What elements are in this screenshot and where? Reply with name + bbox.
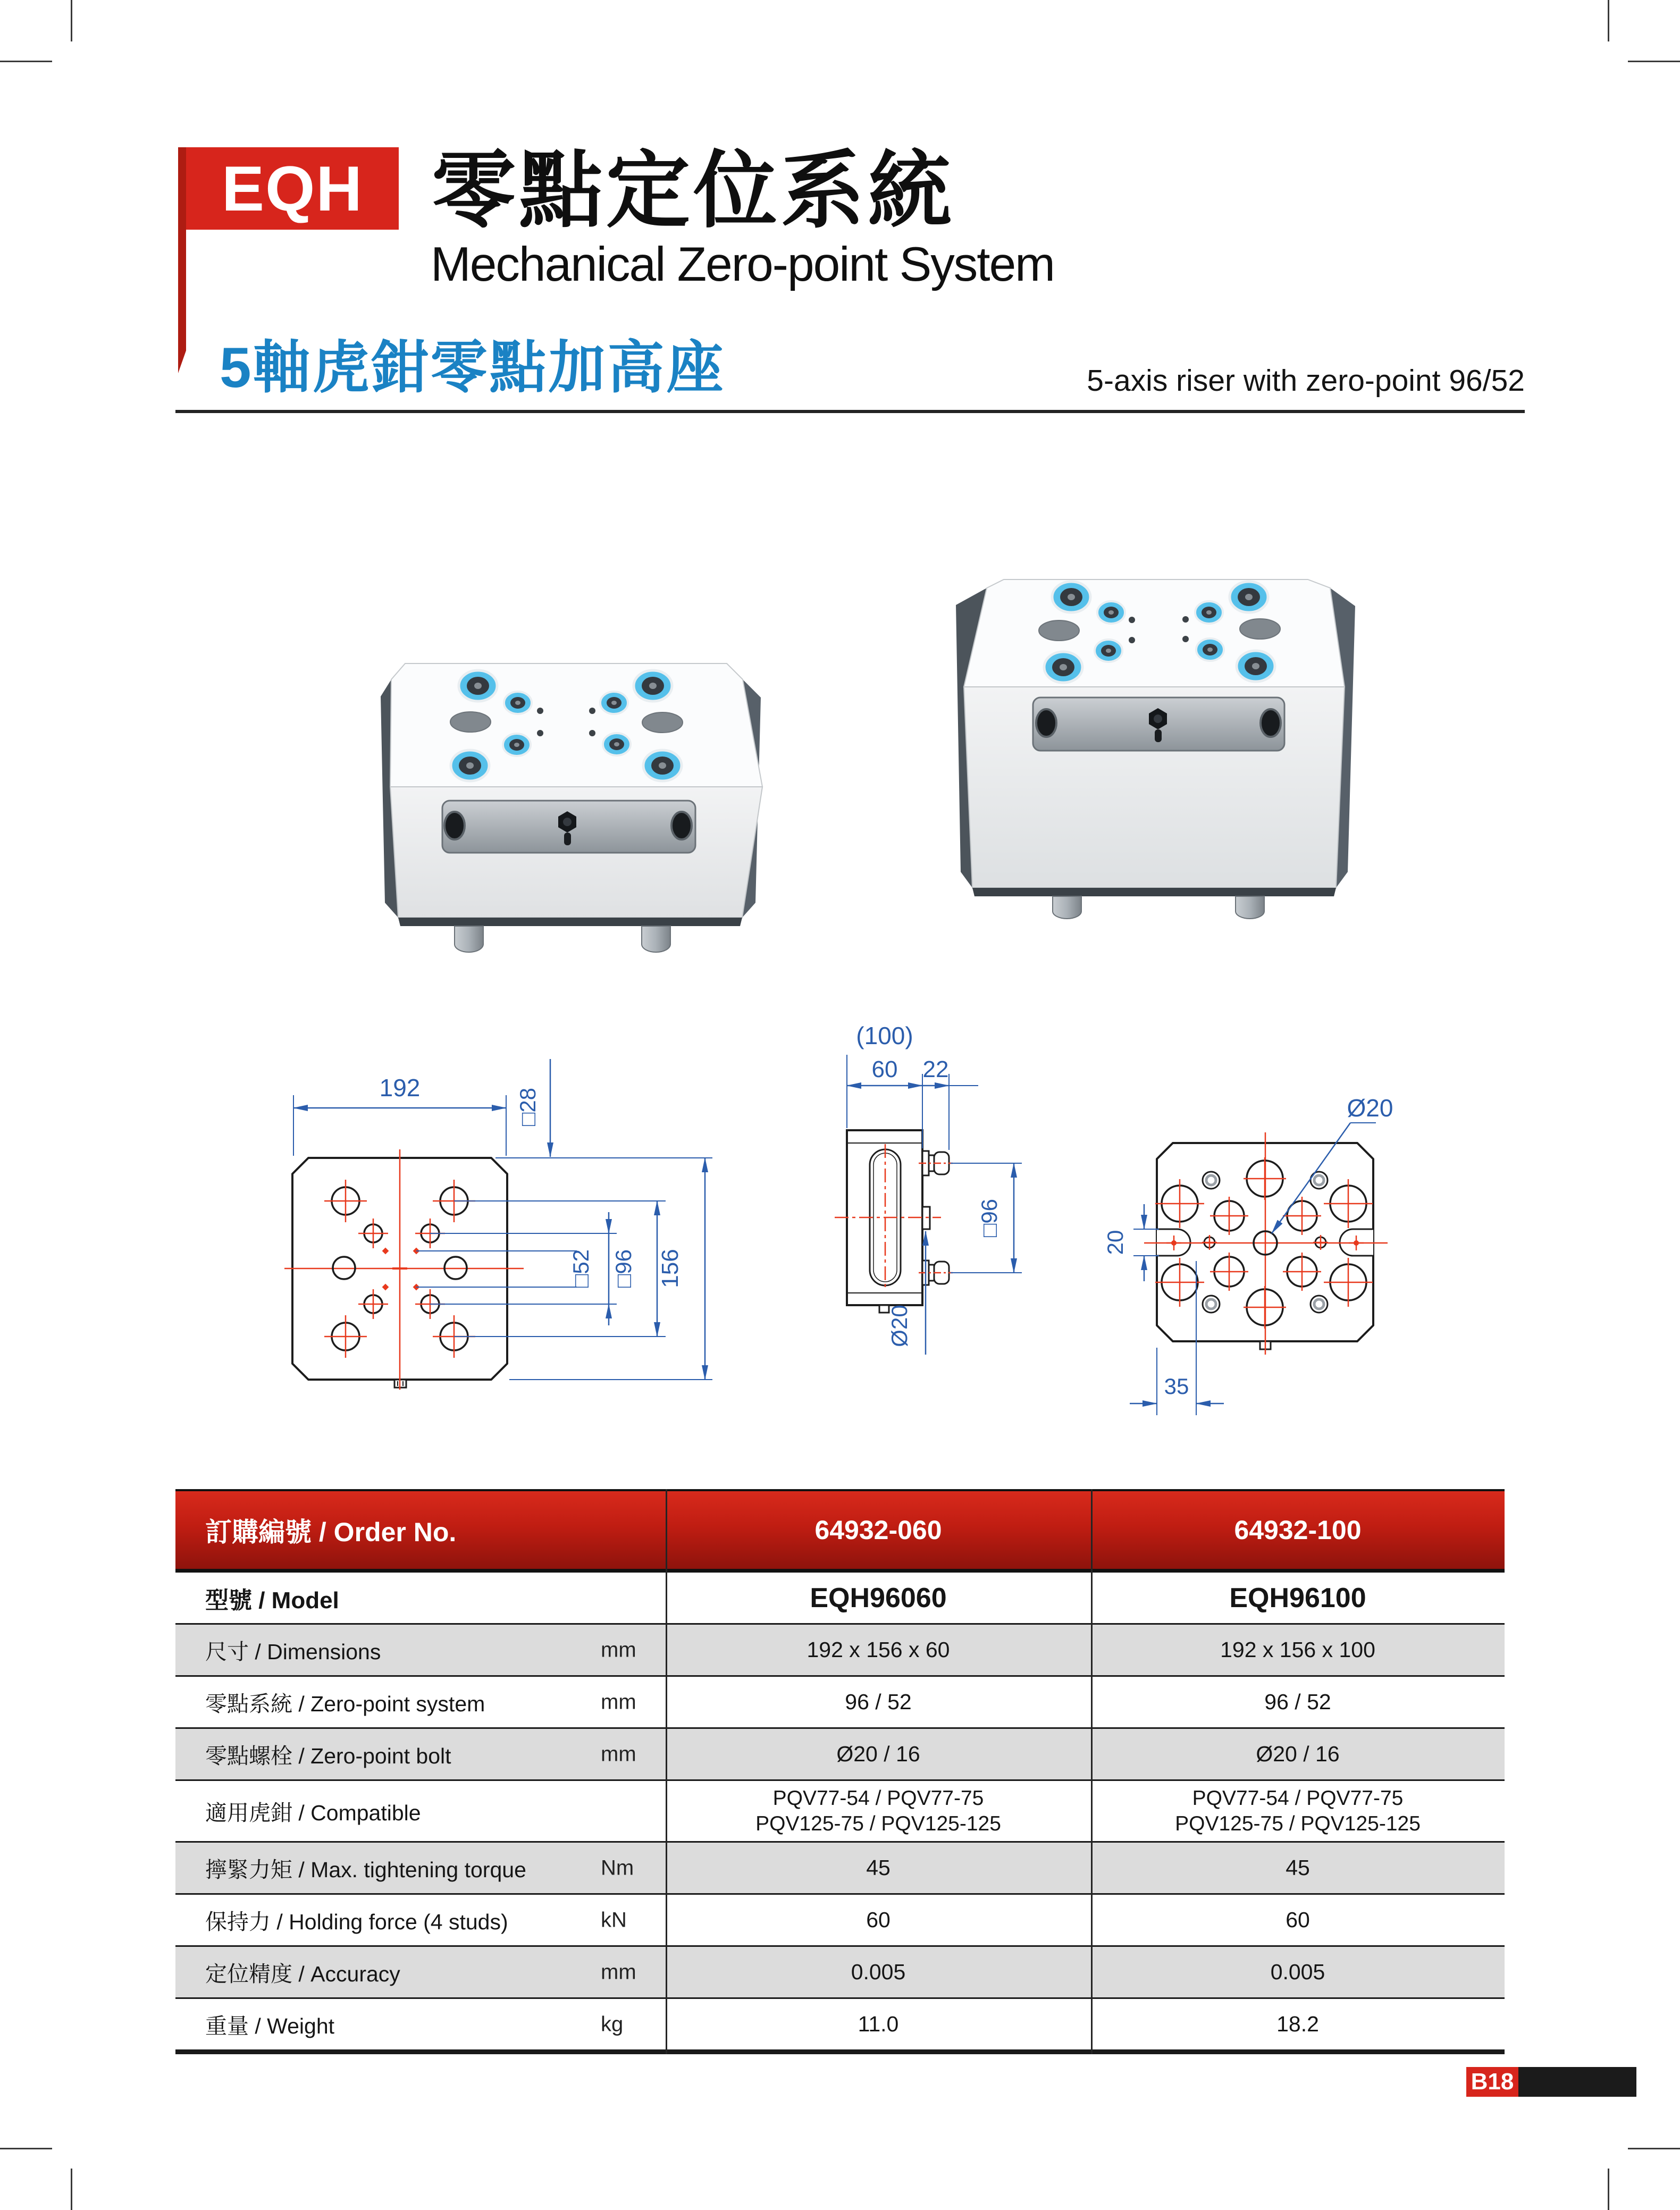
dim-35: 35 — [1164, 1374, 1189, 1399]
dim-52: □52 — [568, 1249, 593, 1288]
crop-mark — [1608, 0, 1609, 41]
model-value: EQH96060 — [810, 1582, 947, 1614]
row-value: 192 x 156 x 60 — [807, 1637, 950, 1662]
product-subtitle-en: 5-axis riser with zero-point 96/52 — [1087, 364, 1525, 398]
slot-pin — [1171, 1240, 1177, 1246]
block-top-face — [390, 663, 762, 787]
row-label: 重量 / Weight — [205, 2014, 335, 2038]
dim-60: 60 — [871, 1056, 898, 1082]
dowel-dot — [589, 730, 595, 736]
spec-table — [175, 1489, 1505, 2054]
row-value: 60 — [866, 1908, 891, 1932]
order-no-col1: 64932-060 — [814, 1515, 942, 1545]
dowel-dot — [1182, 636, 1189, 642]
stud — [642, 926, 670, 952]
center-bolt-tail — [1155, 729, 1162, 742]
series-badge-label: EQH — [221, 153, 364, 224]
row-label: 保持力 / Holding force (4 studs) — [205, 1910, 508, 1934]
row-label: 尺寸 / Dimensions — [205, 1640, 381, 1664]
table-row-zero-point-system — [175, 1677, 1505, 1729]
row-label: 擰緊力矩 / Max. tightening torque — [205, 1858, 526, 1882]
stud — [1236, 896, 1264, 919]
stud — [455, 926, 483, 952]
table-row-weight — [175, 1999, 1505, 2054]
series-badge — [186, 147, 399, 230]
page-number: B18 — [1471, 2069, 1514, 2095]
dowel-dot — [537, 708, 543, 714]
dim-192: 192 — [379, 1074, 421, 1102]
accent-ribbon — [178, 147, 186, 373]
block-bottom-edge — [972, 888, 1336, 896]
page-title-zh: 零點定位系統 — [432, 144, 955, 238]
crop-mark — [0, 2148, 52, 2149]
order-no-col2: 64932-100 — [1234, 1515, 1362, 1545]
slot-pin — [1354, 1240, 1359, 1246]
model-value: EQH96100 — [1229, 1582, 1366, 1614]
dowel-dot — [1129, 637, 1135, 643]
row-value: 45 — [866, 1855, 891, 1880]
product-render-eqh96060 — [367, 595, 776, 957]
row-value: 96 / 52 — [845, 1690, 912, 1714]
table-row-accuracy — [175, 1947, 1505, 1999]
row-label: 定位精度 / Accuracy — [205, 1962, 400, 1986]
dowel-dot — [537, 730, 543, 736]
row-unit: kg — [601, 2012, 624, 2036]
dim-dia20: Ø20 — [1347, 1094, 1393, 1122]
row-unit: mm — [601, 1638, 636, 1661]
dim-dia20: Ø20 — [887, 1305, 912, 1347]
row-value: 0.005 — [1270, 1960, 1325, 1984]
crop-mark — [1628, 61, 1680, 62]
drawing-side-view — [813, 1010, 1037, 1382]
page-number-badge — [1466, 2067, 1518, 2097]
dowel-dot — [589, 708, 595, 714]
product-subtitle-zh: 5軸虎鉗零點加高座 — [220, 335, 726, 399]
row-unit: kN — [601, 1908, 627, 1931]
center-bolt-tail — [564, 833, 571, 845]
column-divider — [666, 1489, 667, 2054]
product-render-eqh96100 — [946, 548, 1372, 925]
dim-22: 22 — [922, 1056, 949, 1082]
row-value: 0.005 — [851, 1960, 906, 1984]
table-row-dimensions — [175, 1625, 1505, 1677]
counterbore-hole — [450, 712, 491, 732]
row-value: 45 — [1286, 1855, 1310, 1880]
crop-mark — [71, 2169, 72, 2210]
page-number-bar — [1518, 2067, 1636, 2097]
crop-mark — [1628, 2148, 1680, 2149]
row-value: 11.0 — [858, 2012, 899, 2036]
crop-mark — [71, 0, 72, 41]
plate-hole — [671, 812, 692, 839]
table-row-compatible — [175, 1781, 1505, 1843]
row-value: 192 x 156 x 100 — [1220, 1637, 1375, 1662]
block-top-face — [964, 579, 1345, 687]
crop-mark — [0, 61, 52, 62]
counterbore-hole — [642, 712, 683, 733]
dim-28: □28 — [515, 1087, 540, 1127]
counterbore-hole — [1240, 619, 1280, 639]
block-bottom-edge — [398, 918, 742, 926]
row-label: 適用虎鉗 / Compatible — [205, 1801, 421, 1825]
table-row-holding-force — [175, 1895, 1505, 1947]
dim-96: □96 — [611, 1249, 636, 1288]
row-value: 60 — [1286, 1908, 1310, 1932]
dim-96: □96 — [977, 1198, 1002, 1238]
table-row-model — [175, 1573, 1505, 1625]
row-unit: Nm — [601, 1856, 634, 1879]
row-value: 96 / 52 — [1264, 1690, 1331, 1714]
table-row-tightening-torque — [175, 1843, 1505, 1895]
dim-156: 156 — [657, 1249, 683, 1288]
row-label: 零點螺栓 / Zero-point bolt — [205, 1744, 451, 1768]
dim-100: (100) — [856, 1022, 913, 1049]
row-value: PQV77-54 / PQV77-75 PQV125-75 / PQV125-125 — [755, 1786, 1001, 1835]
stud — [1053, 896, 1081, 919]
row-unit: mm — [601, 1690, 636, 1713]
crop-mark — [1608, 2169, 1609, 2210]
counterbore-hole — [1039, 620, 1079, 641]
order-no-header: 訂購編號 / Order No. — [205, 1517, 457, 1547]
drawing-bottom-view — [1085, 1063, 1425, 1435]
row-value: PQV77-54 / PQV77-75 PQV125-75 / PQV125-125 — [1175, 1786, 1421, 1835]
row-value: 18.2 — [1276, 2012, 1319, 2036]
plate-hole — [1036, 709, 1056, 737]
title-divider — [175, 410, 1525, 413]
dim-20: 20 — [1103, 1230, 1128, 1255]
row-unit: mm — [601, 1742, 636, 1766]
column-divider — [1091, 1489, 1093, 2054]
row-label: 型號 / Model — [205, 1587, 339, 1614]
row-unit: mm — [601, 1960, 636, 1984]
dowel-dot — [1182, 616, 1189, 623]
plate-hole — [1261, 709, 1281, 737]
plate-hole — [444, 812, 465, 839]
dowel-dot — [1129, 617, 1135, 623]
row-value: Ø20 / 16 — [836, 1742, 920, 1766]
row-value: Ø20 / 16 — [1256, 1742, 1340, 1766]
page-title-en: Mechanical Zero-point System — [431, 238, 1054, 291]
center-bolt-socket — [1154, 715, 1162, 723]
table-header-row — [175, 1489, 1505, 1573]
drawing-top-view — [255, 1037, 723, 1419]
row-label: 零點系統 / Zero-point system — [205, 1692, 485, 1716]
table-row-zero-point-bolt — [175, 1729, 1505, 1781]
center-bolt-socket — [563, 818, 572, 826]
